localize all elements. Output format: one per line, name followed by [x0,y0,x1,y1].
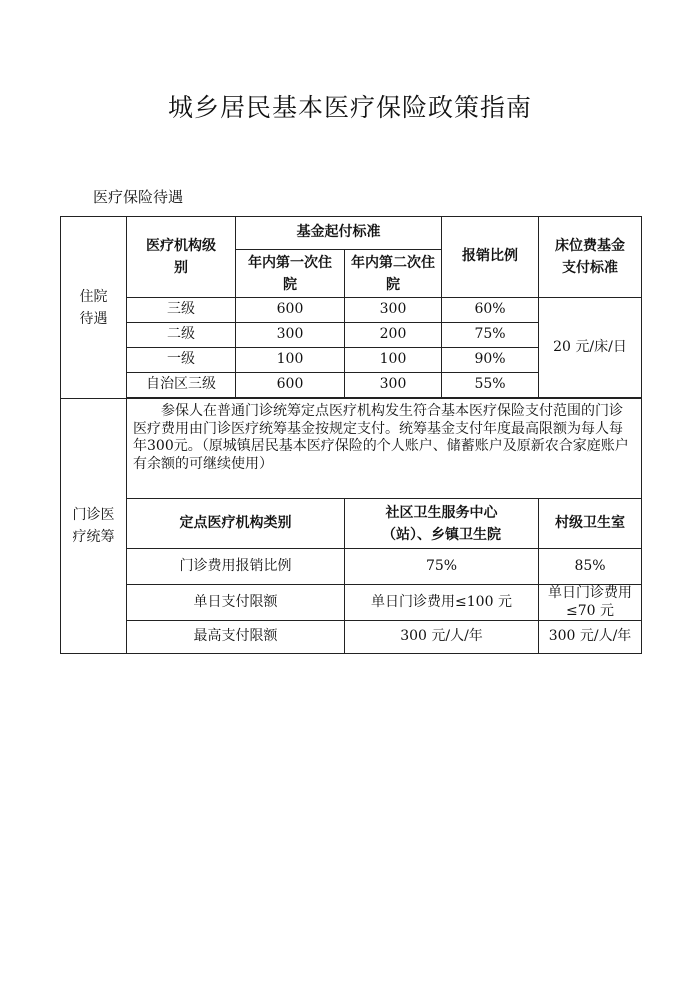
header-village: 村级卫生室 [539,499,642,549]
cell-second: 200 [345,323,442,348]
page-title: 城乡居民基本医疗保险政策指南 [167,93,532,122]
cell-second: 100 [345,348,442,373]
header-institution-level-text: 医疗机构级别 [146,238,216,276]
cell-community-value: 单日门诊费用≤100 元 [345,585,539,621]
header-bed-fee [539,217,642,298]
outpatient-description-text: 参保人在普通门诊统筹定点医疗机构发生符合基本医疗保险支付范围的门诊医疗费用由门诊医疗统筹基金按规定支付。统筹基金支付年度最高限额为每人每年300元。（原城镇居民基本医疗保险的个人账户、储蓄账户及原新农合家庭账户有余额的可继续使用） [133,403,629,472]
outpatient-group-label-text: 门诊医疗统筹 [72,507,115,545]
header-bed-fee-text: 床位费基金支付标准 [555,238,625,276]
cell-level: 二级 [127,323,236,348]
cell-second: 300 [345,298,442,323]
header-second-stay-text: 年内第二次住院 [351,254,435,293]
cell-community-value: 75% [345,549,539,585]
table-row [61,621,642,654]
cell-outpatient-label: 单日支付限额 [127,585,345,621]
header-institution-level [127,217,236,298]
inpatient-group-label [61,217,127,399]
cell-rate: 55% [442,373,539,398]
cell-first: 100 [236,348,345,373]
header-community-text: 社区卫生服务中心（站）、乡镇卫生院 [382,504,501,543]
cell-level: 自治区三级 [127,373,236,398]
cell-first: 600 [236,373,345,398]
section-heading: 医疗保险待遇 [93,188,184,206]
header-first-stay [236,250,345,298]
header-institution-type: 定点医疗机构类别 [127,499,345,549]
cell-village-value: 85% [539,549,642,585]
cell-outpatient-label: 最高支付限额 [127,621,345,654]
outpatient-description [127,399,642,499]
cell-rate: 60% [442,298,539,323]
header-reimbursement-rate: 报销比例 [442,217,539,298]
header-community [345,499,539,549]
cell-village-value: 300 元/人/年 [539,621,642,654]
header-deductible: 基金起付标准 [236,217,442,250]
cell-rate: 75% [442,323,539,348]
cell-level: 一级 [127,348,236,373]
table-row [61,549,642,585]
cell-community-value: 300 元/人/年 [345,621,539,654]
table-row [61,298,642,323]
cell-second: 300 [345,373,442,398]
cell-village-value: 单日门诊费用≤70 元 [539,585,642,621]
cell-first: 300 [236,323,345,348]
header-first-stay-text: 年内第一次住院 [248,254,332,293]
cell-outpatient-label: 门诊费用报销比例 [127,549,345,585]
outpatient-group-label [61,399,127,654]
inpatient-group-label-text: 住院待遇 [79,288,108,327]
cell-level: 三级 [127,298,236,323]
benefits-table [60,216,642,654]
cell-first: 600 [236,298,345,323]
cell-rate: 90% [442,348,539,373]
header-second-stay [345,250,442,298]
cell-bed-fee-value: 20 元/床/日 [539,298,642,398]
table-row [61,585,642,621]
